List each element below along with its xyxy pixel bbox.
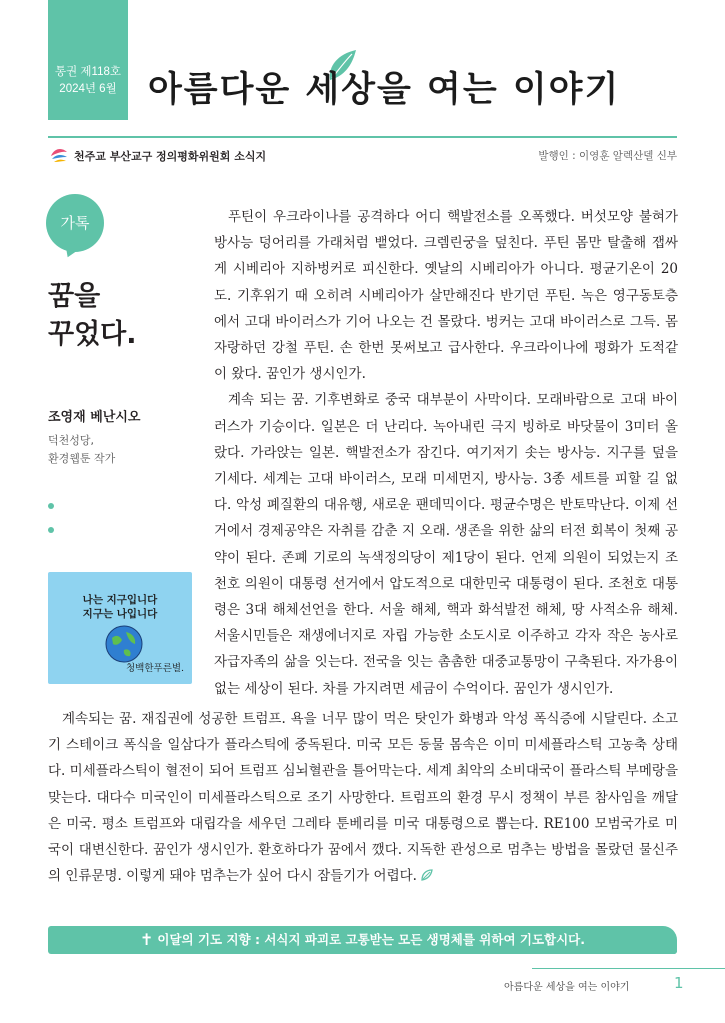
issue-box (48, 0, 128, 120)
illustration-caption: 지구는 나입니다 (82, 608, 158, 620)
author-affiliation (48, 432, 115, 468)
author-affiliation-line: 덕천성당, (48, 434, 95, 447)
footer-title: 아름다운 세상을 여는 이야기 (504, 982, 630, 993)
article-title-line: 꾸었다. (48, 319, 137, 350)
illustration-caption: 나는 지구입니다 (82, 594, 158, 606)
decorative-dot (48, 527, 54, 533)
organization-name: 천주교 부산교구 정의평화위원회 소식지 (74, 150, 267, 163)
masthead-title: 아름다운 세상을 여는 이야기 (148, 69, 621, 110)
article-title-line: 꿈을 (48, 281, 101, 312)
author-affiliation-line: 환경웹툰 작가 (48, 452, 116, 465)
article-paragraph: 푸틴이 우크라이나를 공격하다 어디 핵발전소를 오폭했다. 버섯모양 불혀가 방사능 덩어리를 가래처럼 뱉었다. 크렘린궁을 덮친다. 푸틴 몸만 탈출해 잽싸게 시베리아 지하벙커로 피신한다. 옛날의 시베리아가 아니다. 평균기온이 20도. 기후위기 때 오히려 시베리아가 살만해진다 반기던 푸틴. 녹은 영구동토층에서 고대 바이러스가 기어 나오는 건 몰랐다. 벙커는 고대 바이러스로 그득. 몸 자랑하던 강철 푸틴. 손 한번 못써보고 급사한다. 우크라이나에 평화가 도적같이 왔다. 꿈인가 생시인가. (214, 209, 678, 383)
logo-icon (48, 144, 70, 166)
article-title (48, 278, 188, 354)
prayer-intention-text: 이달의 기도 지향 : 서식지 파괴로 고통받는 모든 생명체를 위하여 기도합시다. (157, 932, 585, 947)
article-paragraph-text: 계속되는 꿈. 재집권에 성공한 트럼프. 욕을 너무 많이 먹은 탓인가 화병과 악성 폭식증에 시달린다. 소고기 스테이크 폭식을 일삼다가 플라스틱에 중독된다. 미국 모든 동물 몸속은 이미 미세플라스틱 고농축 상태다. 미세플라스틱이 혈전이 되어 트럼프 심뇌혈관을 틀어막는다. 세계 최악의 소비대국이 플라스틱 부메랑을 맞는다. 대다수 미국인이 미세플라스틱으로 조기 사망한다. 트럼프의 환경 무시 정책이 부른 참사임을 깨달은 미국. 평소 트럼프와 대립각을 세우던 그레타 툰베리를 미국 대통령으로 뽑는다. RE100 모범국가로 미국이 대변신한다. 꿈인가 생시인가. 환호하다가 꿈에서 깼다. 지독한 관성으로 멈추는 방법을 몰랐던 물신주의 인류문명. 이렇게 돼야 멈추는가 싶어 다시 잠들기가 어렵다. (48, 711, 678, 885)
author-name: 조영재 베난시오 (48, 410, 141, 425)
issue-date: 2024년 6월 (59, 83, 117, 95)
leaf-icon (420, 868, 434, 882)
footer-divider (532, 968, 725, 969)
earth-illustration (48, 572, 192, 684)
issue-number: 통권 제118호 (55, 66, 121, 78)
prayer-intention-bar (48, 926, 677, 954)
article-body-full (48, 706, 678, 889)
article-body-column (214, 204, 678, 702)
decorative-dot (48, 503, 54, 509)
page-number: 1 (674, 974, 684, 992)
article-paragraph-final (48, 706, 678, 889)
article-paragraph: 계속 되는 꿈. 기후변화로 중국 대부분이 사막이다. 모래바람으로 고대 바이러스가 기승이다. 일본은 더 난리다. 녹아내린 극지 빙하로 바닷물이 3미터 올랐다. 가라앉는 일본. 핵발전소가 잠긴다. 여기저기 솟는 방사능. 지구를 덮을 기세다. 세계는 고대 바이러스, 모래 미세먼지, 방사능. 3종 세트를 피할 길 없다. 악성 폐질환의 대유행, 새로운 팬데믹이다. 평균수명은 반토막난다. 이제 선거에서 경제공약은 자취를 감춘 지 오래. 생존을 위한 삶의 터전 회복이 첫째 공약이 된다. 존폐 기로의 녹색정의당이 제1당이 된다. 언제 의원이 되었는지 조천호 의원이 대통령 선거에서 압도적으로 대한민국 대통령이 된다. 조천호 대통령은 3대 해체선언을 한다. 서울 해체, 핵과 화석발전 해체, 땅 사적소유 해체. 서울시민들은 재생에너지로 자립 가능한 소도시로 이주하고 각자 작은 농사로 자급자족의 삶을 잇는다. 전국을 잇는 촘촘한 대중교통망이 구축된다. 자가용이 없는 세상이 된다. 차를 가지려면 세금이 수억이다. 꿈인가 생시인가. (214, 392, 678, 697)
globe-icon (104, 624, 144, 664)
publisher-info: 발행인 : 이영훈 알렉산델 신부 (538, 150, 677, 162)
illustration-signature: 청백한푸른별. (126, 663, 185, 674)
header-divider (48, 136, 677, 138)
cross-icon: ✝ (140, 930, 154, 949)
category-badge: 가톡 (46, 194, 104, 252)
